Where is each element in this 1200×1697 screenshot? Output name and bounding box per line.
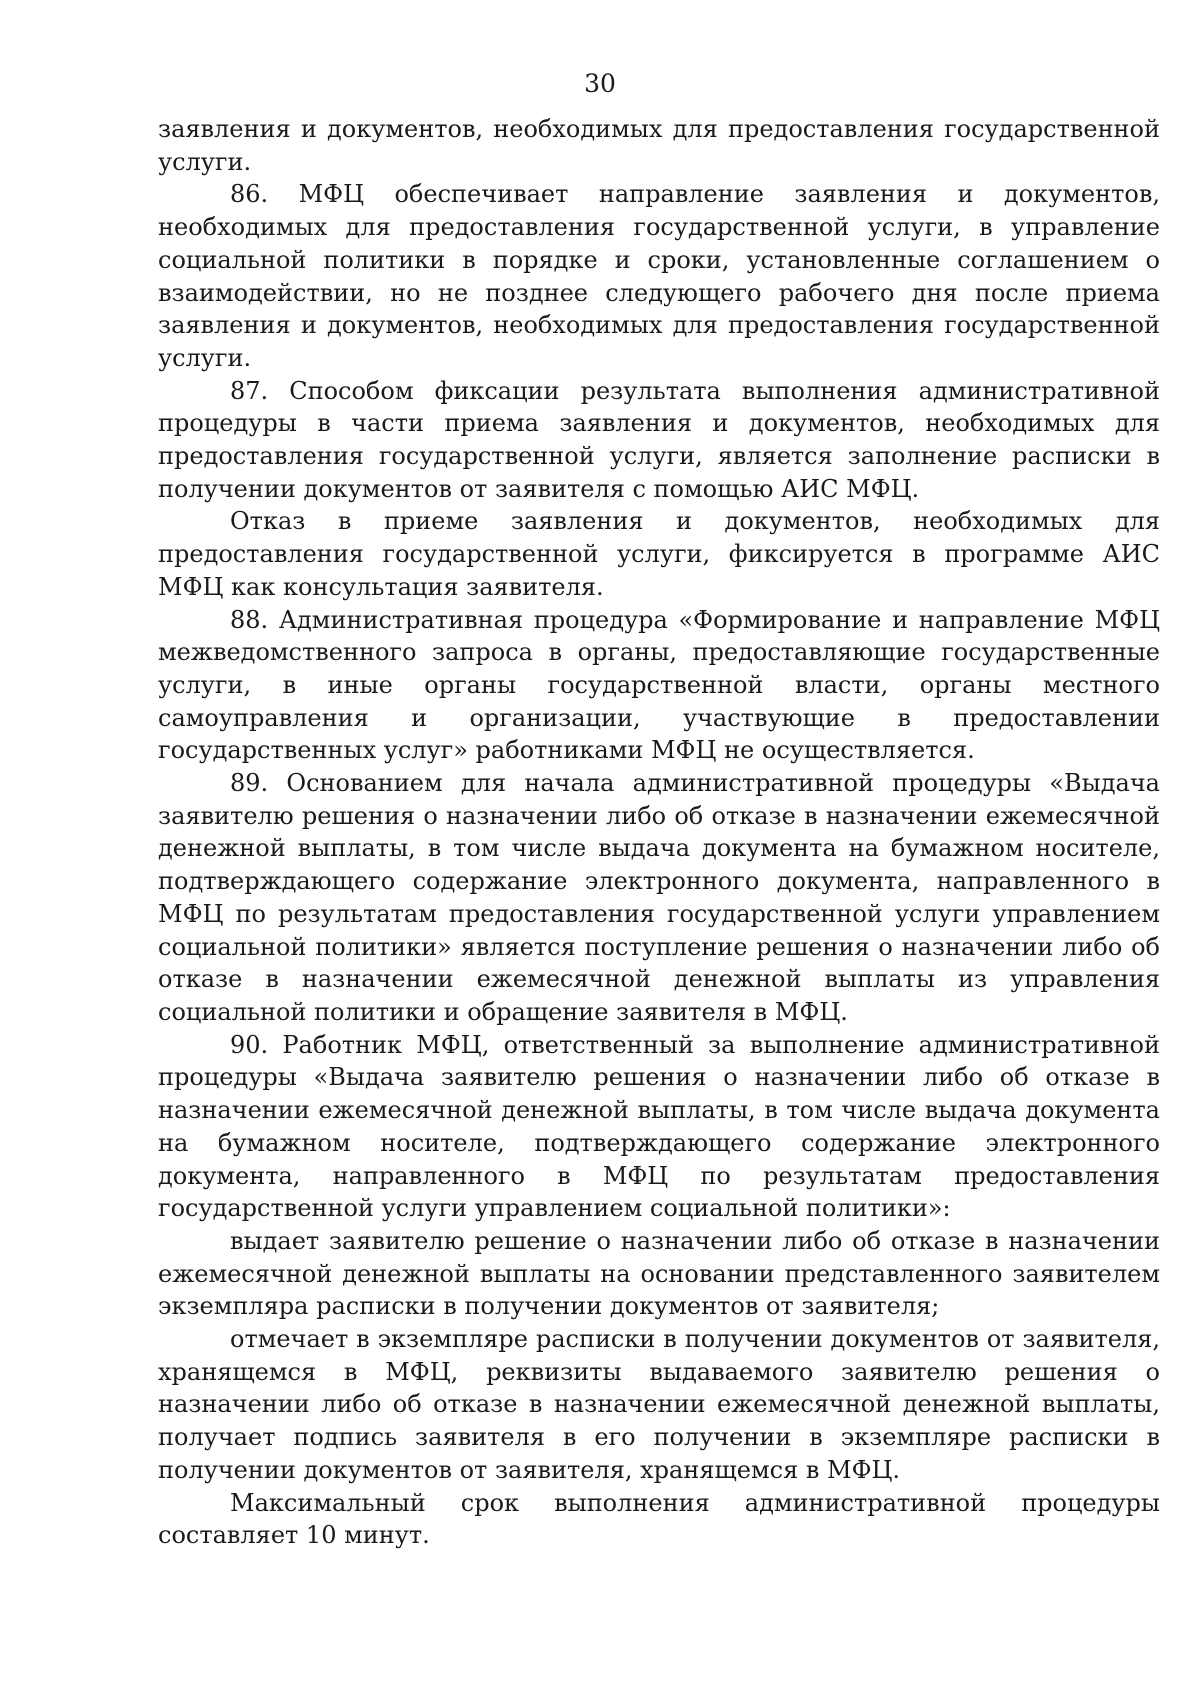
page-number: 30 [584, 69, 616, 98]
paragraph-refusal: Отказ в приеме заявления и документов, необходимых для предоставления государственной услуги, фиксируется в программе АИС МФЦ как консультация заявителя. [158, 507, 1160, 601]
paragraph-continuation: заявления и документов, необходимых для предоставления государственной услуги. [158, 115, 1160, 176]
paragraph-88: 88. Административная процедура «Формирование и направление МФЦ межведомственного запроса в органы, предоставляющие государственные услуги, в иные органы государственной власти, органы местного самоуправления и организации, участвующие в предоставлении государственных услуг» работниками МФЦ не осуществляется. [158, 605, 1160, 765]
paragraph-marks-receipt: отмечает в экземпляре расписки в получении документов от заявителя, хранящемся в МФЦ, реквизиты выдаваемого заявителю решения о назначении либо об отказе в назначении ежемесячной денежной выплаты, получает подпись заявителя в его получении в экземпляре расписки в получении документов от заявителя, хранящемся в МФЦ. [158, 1325, 1160, 1484]
document-body [158, 113, 1160, 1552]
paragraph-86: 86. МФЦ обеспечивает направление заявления и документов, необходимых для предоставления государственной услуги, в управление социальной политики в порядке и сроки, установленные соглашением о взаимодействии, но не позднее следующего рабочего дня после приема заявления и документов, необходимых для предоставления государственной услуги. [158, 180, 1160, 372]
paragraph-90: 90. Работник МФЦ, ответственный за выполнение административной процедуры «Выдача заявителю решения о назначении либо об отказе в назначении ежемесячной денежной выплаты, в том числе выдача документа на бумажном носителе, подтверждающего содержание электронного документа, направленного в МФЦ по результатам предоставления государственной услуги управлением социальной политики»: [158, 1030, 1160, 1223]
paragraph-87: 87. Способом фиксации результата выполнения административной процедуры в части приема заявления и документов, необходимых для предоставления государственной услуги, является заполнение расписки в получении документов от заявителя с помощью АИС МФЦ. [158, 376, 1160, 503]
paragraph-89: 89. Основанием для начала административной процедуры «Выдача заявителю решения о назначении либо об отказе в назначении ежемесячной денежной выплаты, в том числе выдача документа на бумажном носителе, подтверждающего содержание электронного документа, направленного в МФЦ по результатам предоставления государственной услуги управлением социальной политики» является поступление решения о назначении либо об отказе в назначении ежемесячной денежной выплаты из управления социальной политики и обращение заявителя в МФЦ. [158, 769, 1160, 1026]
paragraph-issues-decision: выдает заявителю решение о назначении либо об отказе в назначении ежемесячной денежной выплаты на основании представленного заявителем экземпляра расписки в получении документов от заявителя; [158, 1226, 1160, 1321]
paragraph-max-duration: Максимальный срок выполнения административной процедуры составляет 10 минут. [158, 1488, 1160, 1550]
